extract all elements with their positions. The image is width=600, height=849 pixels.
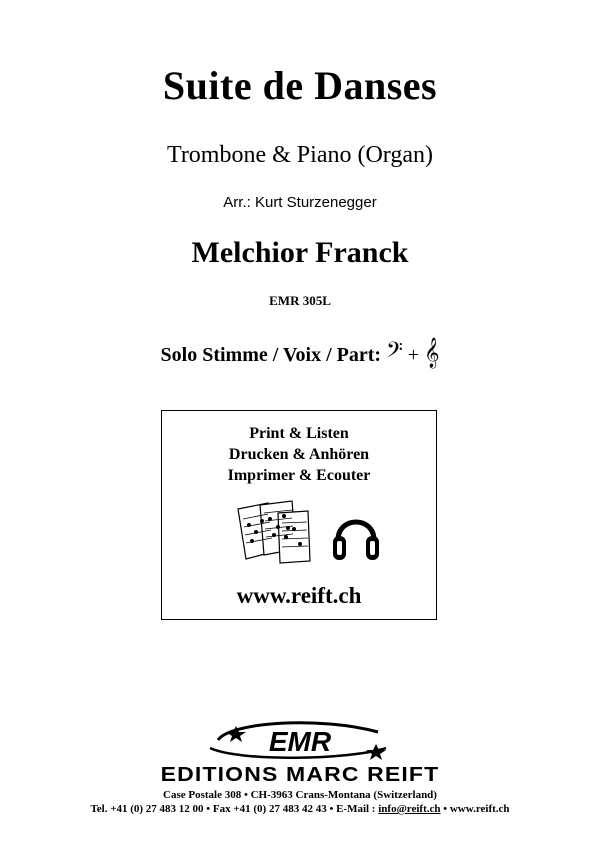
print-listen-en: Print & Listen [249,425,349,442]
emr-logo [200,718,400,762]
treble-clef-icon: 𝄞 [424,338,440,368]
logo-text: EMR [268,726,332,757]
arranger-credit: Arr.: Kurt Sturzenegger [223,194,377,211]
part-line [0,338,600,369]
composer-name: Melchior Franck [191,236,409,269]
sheet-music-icon [234,499,314,569]
plus-sign: + [407,344,420,366]
publisher-contact [0,803,600,815]
website-link[interactable]: www.reift.ch [236,583,362,608]
email-link[interactable]: info@reift.ch [378,803,441,815]
part-label: Solo Stimme / Voix / Part: [160,344,382,366]
contact-web: • www.reift.ch [440,803,510,815]
score-title: Suite de Danses [162,63,438,108]
print-listen-fr: Imprimer & Ecouter [227,467,371,484]
contact-phone-fax: Tel. +41 (0) 27 483 12 00 • Fax +41 (0) 27 483 42 43 • E-Mail : [90,803,379,815]
print-listen-box [161,410,437,620]
catalog-number: EMR 305L [269,293,331,308]
publisher-name: EDITIONS MARC REIFT [160,764,440,786]
publisher-address: Case Postale 308 • CH-3963 Crans-Montana (Switzerland) [163,789,437,801]
print-listen-de: Drucken & Anhören [228,446,370,463]
headphones-icon [332,506,380,564]
instrumentation: Trombone & Piano (Organ) [167,142,433,168]
bass-clef-icon: 𝄢 [386,338,403,368]
